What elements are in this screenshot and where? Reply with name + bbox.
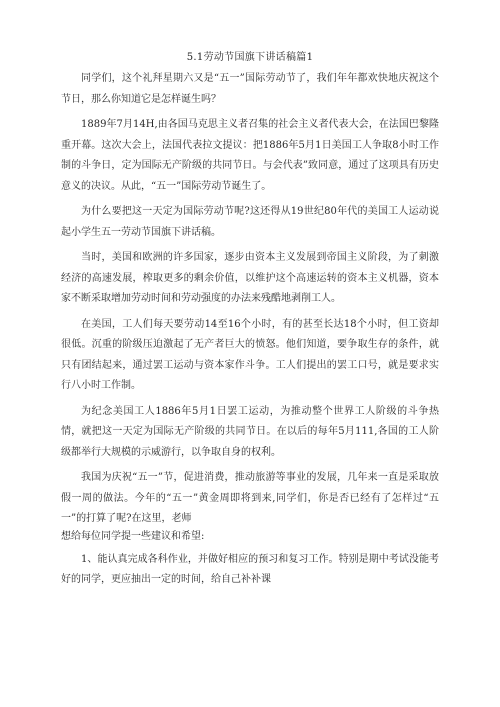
paragraph: 我国为庆祝“五一”节，促进消费，推动旅游等事业的发展，几年来一直是采取放假一周的做法。今年的“五一”黄金周即将到来,同学们，你是否已经有了怎样过“五一”的打算了呢?在这里，老师: [61, 472, 439, 524]
paragraph: 想给每位同学提一些建议和希望:: [61, 530, 205, 542]
paragraph: 为什么要把这一天定为国际劳动节呢?这还得从19世纪80年代的美国工人运动说起小学生五一劳动节国旗下讲话稿。: [61, 206, 439, 238]
paragraph: 当时，美国和欧洲的许多国家，逐步由资本主义发展到帝国主义阶段，为了刺激经济的高速发展，榨取更多的剩余价值，以维护这个高速运转的资本主义机器，资本家不断采取增加劳动时间和劳动强度的办法来残酷地剥削工人。: [61, 252, 439, 304]
paragraph: 1889年7月14H,由各国马克思主义者召集的社会主义者代表大会，在法国巴黎隆重开幕。这次大会上，法国代表拉文提议：把1886年5月1日美国工人争取8小时工作制的斗争日，定为国际无产阶级的共同节日。与会代表”致同意，通过了这项具有历史意义的决议。从此，“五一”国际劳动节诞生了。: [61, 119, 439, 192]
document-title: 5.1劳动节国旗下讲话稿篇1: [186, 52, 314, 63]
paragraph: 1、能认真完成各科作业，并做好相应的预习和复习工作。特别是期中考试没能考好的同学，更应抽出一定的时间，给自己补补课: [61, 553, 439, 585]
paragraph: 同学们，这个礼拜星期六又是“五一”国际劳动节了，我们年年都欢快地庆祝这个节日，那么你知道它是怎样诞生吗？: [61, 73, 439, 105]
paragraph: 为纪念美国工人1886年5月1日罢工运动，为推动整个世界工人阶级的斗争热情，就把这一天定为国际无产阶级的共同节日。在以后的每年5月111,各国的工人阶级都举行大规模的示威游行，以争取自身的权利。: [61, 405, 439, 458]
document-body: [61, 69, 439, 596]
paragraph: 在美国，工人们每天要劳动14至16个小时，有的甚至长达18个小时，但工资却很低。沉重的阶级压迫激起了无产者巨大的愤怒。他们知道，要争取生存的条件，就只有团结起来，通过罢工运动与资本家作斗争。工人们提出的罢工口号，就是要求实行八小时工作制。: [61, 318, 439, 391]
